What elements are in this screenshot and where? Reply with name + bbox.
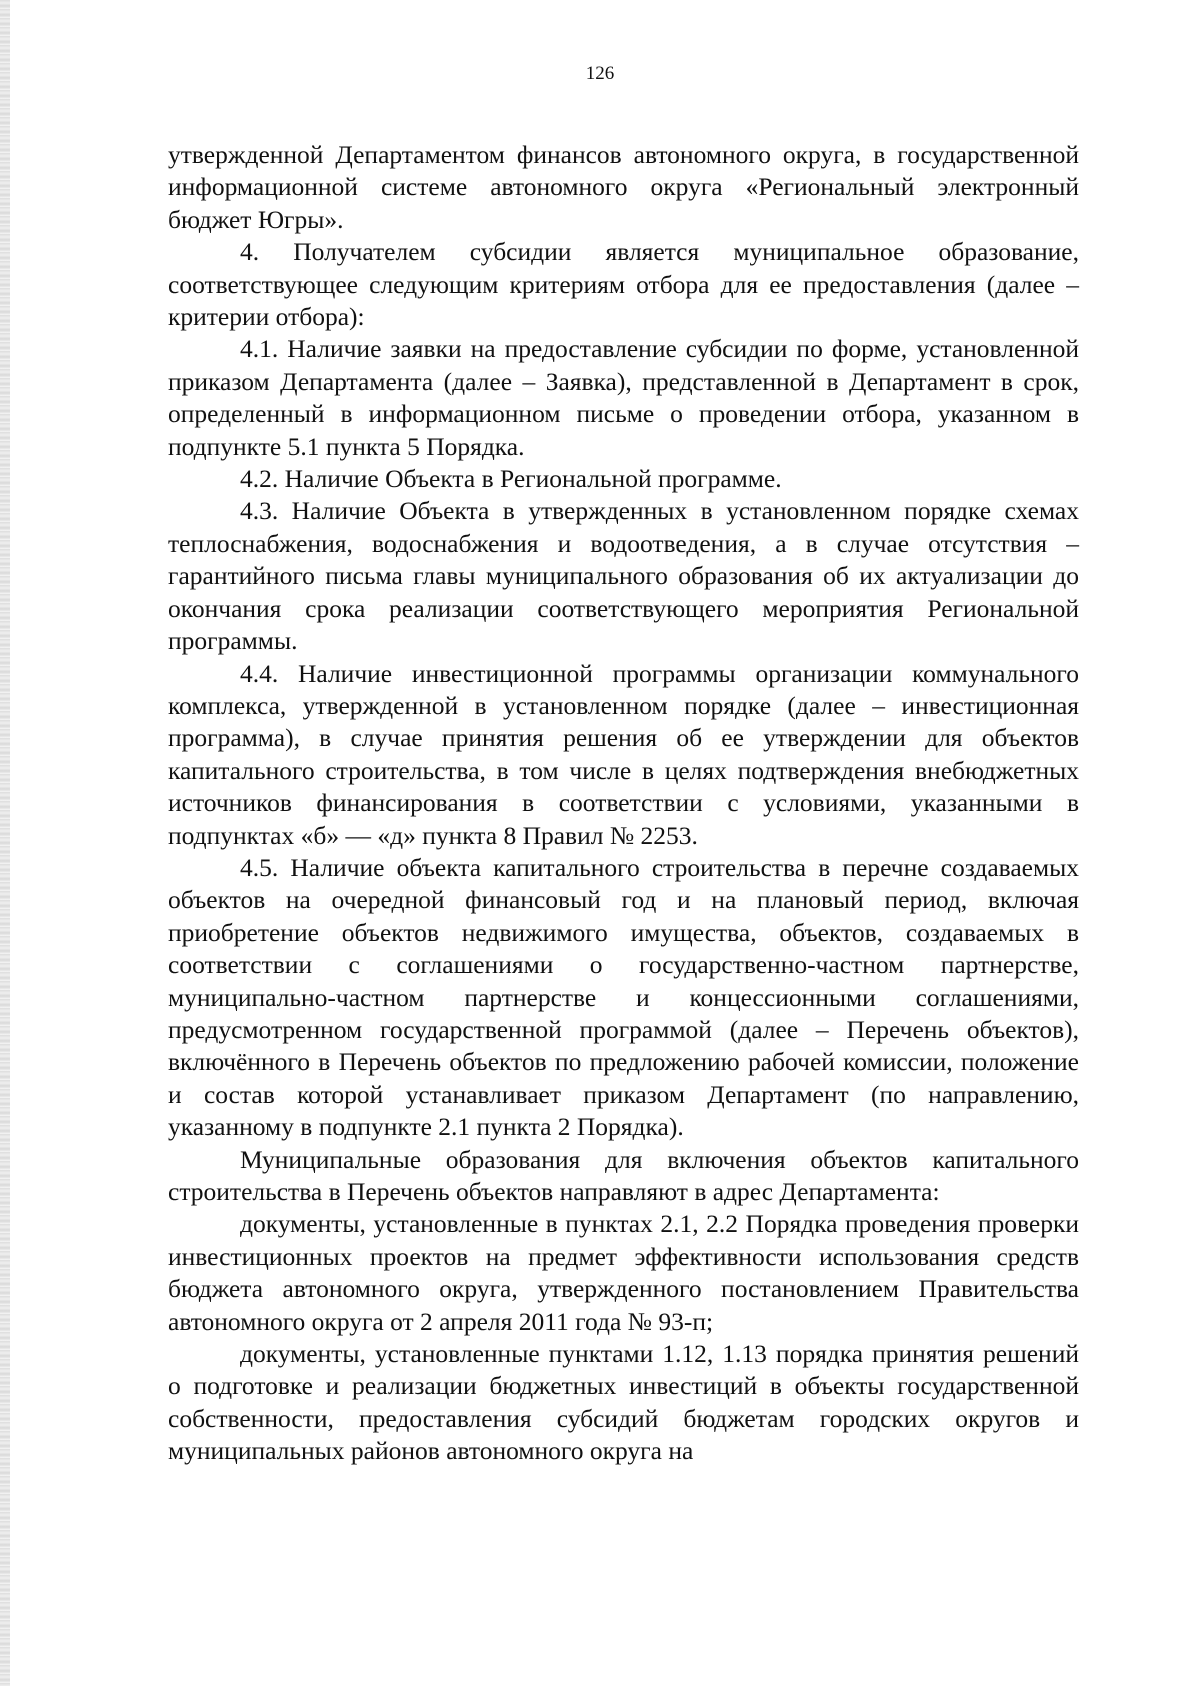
paragraph: документы, установленные в пунктах 2.1, 2.2 Порядка проведения проверки инвестиционных проектов на предмет эффективности использования средств бюджета автономного округа, утвержденного постановлением Правительства автономного округа от 2 апреля 2011 года № 93-п;	[168, 1209, 1079, 1336]
paragraph: 4.3. Наличие Объекта в утвержденных в установленном порядке схемах теплоснабжения, водоснабжения и водоотведения, а в случае отсутствия – гарантийного письма главы муниципального образования об их актуализации до окончания срока реализации соответствующего мероприятия Региональной программы.	[168, 496, 1079, 656]
paragraph: Муниципальные образования для включения объектов капитального строительства в Перечень объектов направляют в адрес Департамента:	[168, 1144, 1079, 1206]
paragraph: 4.2. Наличие Объекта в Региональной программе.	[240, 464, 782, 494]
paragraph: 4.4. Наличие инвестиционной программы организации коммунального комплекса, утвержденной в установленном порядке (далее – инвестиционная программа), в случае принятия решения об ее утверждении для объектов капитального строительства, в том числе в целях подтверждения внебюджетных источников финансирования в соответствии с условиями, указанными в подпунктах «б» — «д» пункта 8 Правил № 2253.	[168, 658, 1079, 850]
scan-edge	[0, 0, 10, 1686]
paragraph: утвержденной Департаментом финансов автономного округа, в государственной информационной системе автономного округа «Региональный электронный бюджет Югры».	[168, 140, 1079, 234]
document-body	[168, 139, 1079, 1468]
paragraph: документы, установленные пунктами 1.12, 1.13 порядка принятия решений о подготовке и реализации бюджетных инвестиций в объекты государственной собственности, предоставления субсидий бюджетам городских округов и муниципальных районов автономного округа на	[168, 1339, 1079, 1466]
paragraph: 4. Получателем субсидии является муниципальное образование, соответствующее следующим критериям отбора для ее предоставления (далее – критерии отбора):	[168, 237, 1079, 332]
paragraph: 4.5. Наличие объекта капитального строительства в перечне создаваемых объектов на очередной финансовый год и на плановый период, включая приобретение объектов недвижимого имущества, объектов, создаваемых в соответствии с соглашениями о государственно-частном партнерстве, муниципально-частном партнерстве и концессионными соглашениями, предусмотренном государственной программой (далее – Перечень объектов), включённого в Перечень объектов по предложению рабочей комиссии, положение и состав которой устанавливает приказом Департамент (по направлению, указанному в подпункте 2.1 пункта 2 Порядка).	[168, 852, 1079, 1142]
paragraph: 4.1. Наличие заявки на предоставление субсидии по форме, установленной приказом Департамента (далее – Заявка), представленной в Департамент в срок, определенный в информационном письме о проведении отбора, указанном в подпункте 5.1 пункта 5 Порядка.	[168, 334, 1079, 461]
page-number: 126	[585, 63, 615, 84]
